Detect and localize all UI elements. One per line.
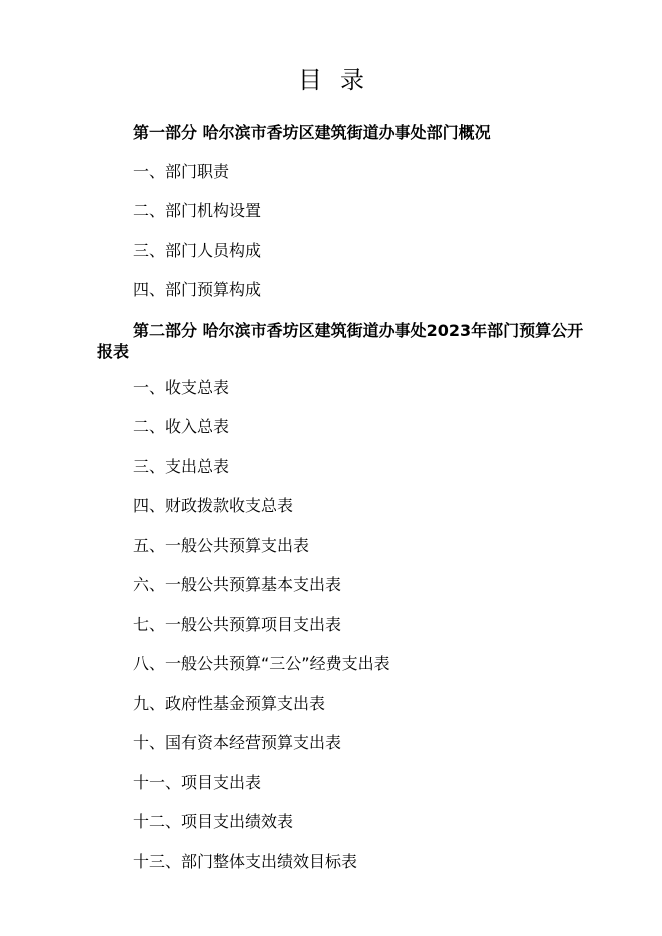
part2-item-13: 十三、部门整体支出绩效目标表 (133, 852, 358, 871)
part2-item-2: 二、收入总表 (133, 417, 230, 436)
part2-item-12: 十二、项目支出绩效表 (133, 812, 294, 831)
part2-item-3: 三、支出总表 (133, 457, 230, 476)
part1-item-1: 一、部门职责 (133, 162, 230, 181)
part2-item-10: 十、国有资本经营预算支出表 (133, 733, 342, 752)
part2-heading: 第二部分 哈尔滨市香坊区建筑街道办事处2023年部门预算公开报表 (97, 321, 584, 361)
part2-item-11: 十一、项目支出表 (133, 773, 262, 792)
part2-item-4: 四、财政拨款收支总表 (133, 496, 294, 515)
part2-item-8: 八、一般公共预算“三公”经费支出表 (133, 654, 390, 673)
part1-heading: 第一部分 哈尔滨市香坊区建筑街道办事处部门概况 (133, 123, 491, 142)
part2-item-1: 一、收支总表 (133, 378, 230, 397)
part2-item-9: 九、政府性基金预算支出表 (133, 694, 326, 713)
part2-item-6: 六、一般公共预算基本支出表 (133, 575, 342, 594)
part2-item-7: 七、一般公共预算项目支出表 (133, 615, 342, 634)
page-title: 目录 (298, 66, 382, 94)
part1-item-3: 三、部门人员构成 (133, 241, 262, 260)
part2-item-5: 五、一般公共预算支出表 (133, 536, 310, 555)
part1-item-4: 四、部门预算构成 (133, 280, 262, 299)
part1-item-2: 二、部门机构设置 (133, 201, 262, 220)
